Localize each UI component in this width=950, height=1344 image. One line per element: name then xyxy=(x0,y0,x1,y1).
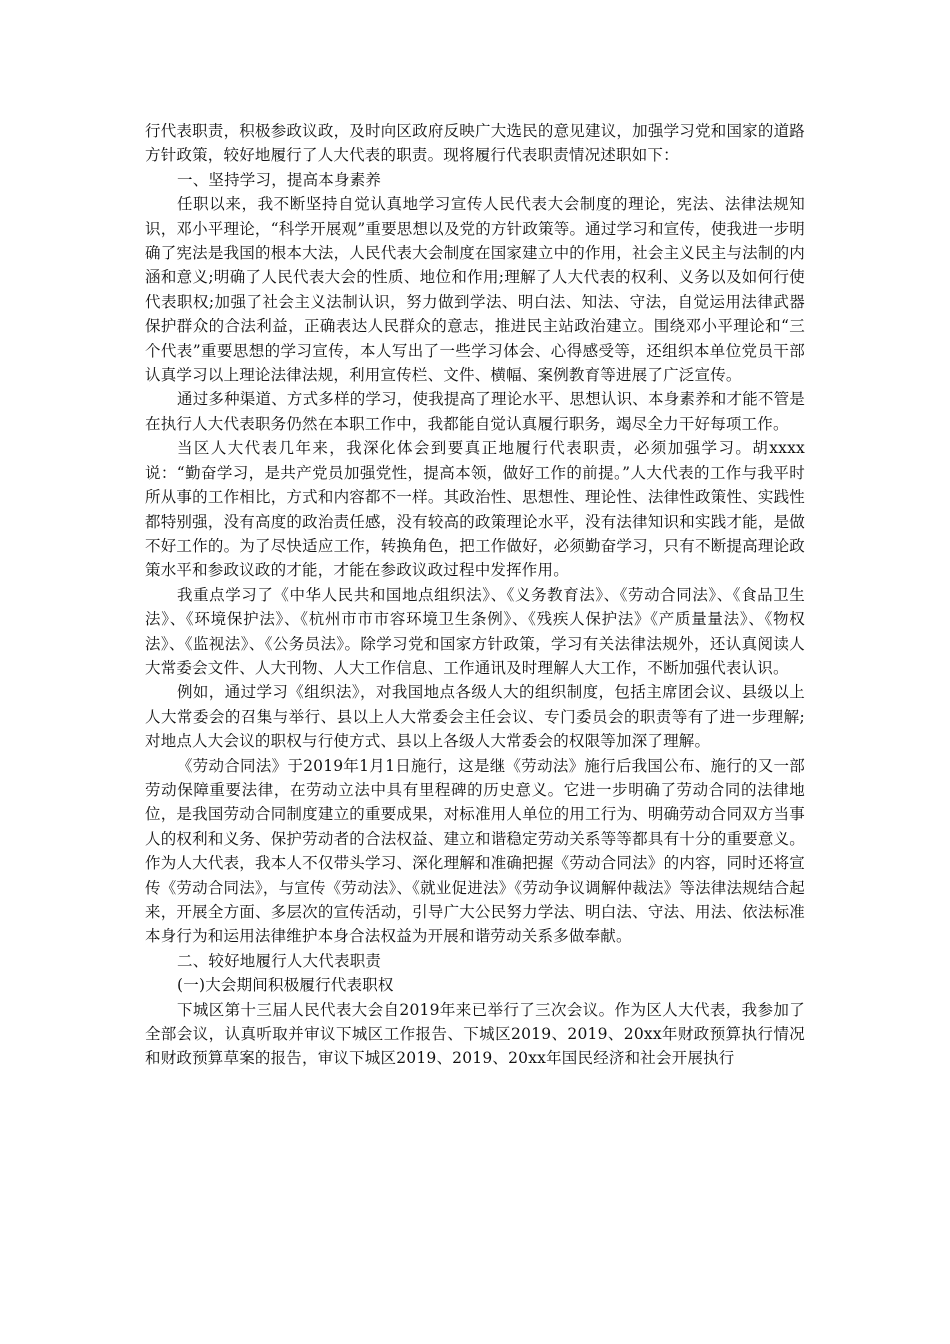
subsection-heading: (一)大会期间积极履行代表职权 xyxy=(177,976,394,995)
paragraph: 当区人大代表几年来，我深化体会到要真正地履行代表职责，必须加强学习。胡xxxx说：“勤奋学习，是共产党员加强党性，提高本领，做好工作的前提。”人大代表的工作与我平时所从事的工作相比，方式和内容都不一样。其政治性、思想性、理论性、法律性政策性、实践性都特别强，没有高度的政治责任感，没有较高的政策理论水平，没有法律知识和实践才能，是做不好工作的。为了尽快适应工作，转换角色，把工作做好，必须勤奋学习，只有不断提高理论政策水平和参政议政的才能，才能在参政议政过程中发挥作用。 xyxy=(145,439,805,580)
section-heading-1: 一、坚持学习，提高本身素养 xyxy=(177,170,382,189)
paragraph: 例如，通过学习《组织法》，对我国地点各级人大的组织制度，包括主席团会议、县级以上人大常委会的召集与举行、县以上人大常委会主任会议、专门委员会的职责等有了进一步理解;对地点人大会议的职权与行使方式、县以上各级人大常委会的权限等加深了理解。 xyxy=(145,683,805,751)
paragraph: 通过多种渠道、方式多样的学习，使我提高了理论水平、思想认识、本身素养和才能不管是在执行人大代表职务仍然在本职工作中，我都能自觉认真履行职务，竭尽全力干好每项工作。 xyxy=(145,390,806,433)
document-body xyxy=(145,119,805,1071)
paragraph: 下城区第十三届人民代表大会自2019年来已举行了三次会议。作为区人大代表，我参加了全部会议，认真听取并审议下城区工作报告、下城区2019、2019、20xx年财政预算执行情况和财政预算草案的报告，审议下城区2019、2019、20xx年国民经济和社会开展执行 xyxy=(145,1000,805,1068)
paragraph: 我重点学习了《中华人民共和国地点组织法》、《义务教育法》、《劳动合同法》、《食品卫生法》、《环境保护法》、《杭州市市市容环境卫生条例》、《残疾人保护法》《产质量量法》、《物权法》、《监视法》、《公务员法》。除学习党和国家方针政策，学习有关法律法规外，还认真阅读人大常委会文件、人大刊物、人大工作信息、工作通讯及时理解人大工作，不断加强代表认识。 xyxy=(145,585,805,677)
paragraph-intro-continuation: 行代表职责，积极参政议政，及时向区政府反映广大选民的意见建议，加强学习党和国家的道路方针政策，较好地履行了人大代表的职责。现将履行代表职责情况述职如下： xyxy=(145,122,805,165)
section-heading-2: 二、较好地履行人大代表职责 xyxy=(177,951,382,970)
paragraph: 《劳动合同法》于2019年1月1日施行，这是继《劳动法》施行后我国公布、施行的又一部劳动保障重要法律，在劳动立法中具有里程碑的历史意义。它进一步明确了劳动合同的法律地位，是我国劳动合同制度建立的重要成果，对标准用人单位的用工行为、明确劳动合同双方当事人的权利和义务、保护劳动者的合法权益、建立和谐稳定劳动关系等等都具有十分的重要意义。作为人大代表，我本人不仅带头学习、深化理解和准确把握《劳动合同法》的内容，同时还将宣传《劳动合同法》，与宣传《劳动法》、《就业促进法》《劳动争议调解仲裁法》等法律法规结合起来，开展全方面、多层次的宣传活动，引导广大公民努力学法、明白法、守法、用法、依法标准本身行为和运用法律维护本身合法权益为开展和谐劳动关系多做奉献。 xyxy=(145,756,805,946)
paragraph: 任职以来，我不断坚持自觉认真地学习宣传人民代表大会制度的理论，宪法、法律法规知识，邓小平理论，“科学开展观”重要思想以及党的方针政策等。通过学习和宣传，使我进一步明确了宪法是我国的根本大法，人民代表大会制度在国家建立中的作用，社会主义民主与法制的内涵和意义;明确了人民代表大会的性质、地位和作用;理解了人大代表的权利、义务以及如何行使代表职权;加强了社会主义法制认识，努力做到学法、明白法、知法、守法，自觉运用法律武器保护群众的合法利益，正确表达人民群众的意志，推进民主站政治建立。围绕邓小平理论和“三个代表”重要思想的学习宣传，本人写出了一些学习体会、心得感受等，还组织本单位党员干部认真学习以上理论法律法规，利用宣传栏、文件、横幅、案例教育等进展了广泛宣传。 xyxy=(145,195,805,385)
